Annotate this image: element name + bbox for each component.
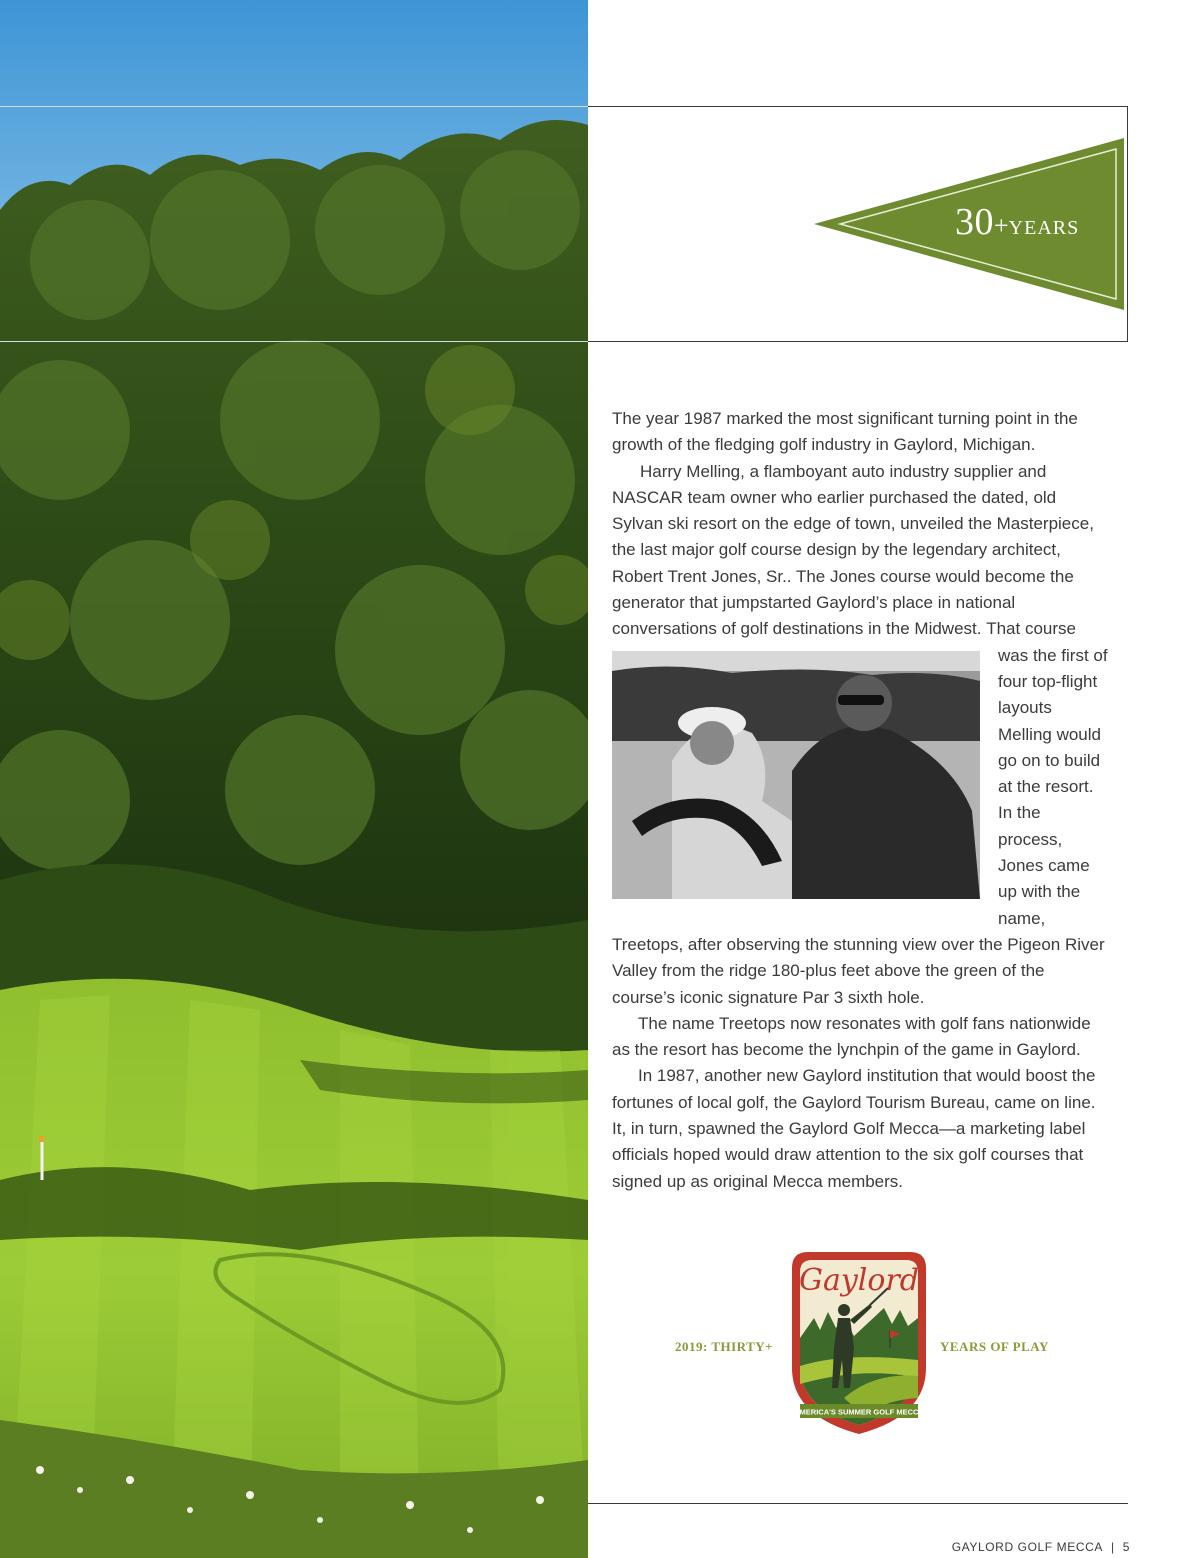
golf-course-photo bbox=[0, 0, 588, 1558]
gaylord-logo bbox=[784, 1248, 934, 1438]
paragraph-3: The name Treetops now resonates with golf fans nationwide as the resort has become the lynchpin of the game in Gaylord. bbox=[612, 1013, 1091, 1060]
pennant-label bbox=[955, 200, 1120, 250]
years-number: 30 bbox=[955, 201, 994, 243]
banner-box-top bbox=[588, 106, 1128, 107]
logo-ribbon-text: AMERICA'S SUMMER GOLF MECCA bbox=[794, 1407, 924, 1417]
footer-rule bbox=[588, 1503, 1128, 1504]
article-body bbox=[612, 406, 1108, 1195]
paragraph-1: The year 1987 marked the most significant turning point in the growth of the fledging golf industry in Gaylord, Michigan. bbox=[612, 409, 1078, 455]
logo-tagline-right: YEARS OF PLAY bbox=[940, 1339, 1049, 1354]
paragraph-2-part-1: Harry Melling, a flamboyant auto industry supplier and NASCAR team owner who earlier purchased the dated, old Sylvan ski resort on the edge of town, unveiled the Masterpiece, the last major golf course design by the legendary architect, Robert Trent Jones, Sr.. The Jones course would become the generator that jumpstarted Gaylord’s place in national conversations of golf destinations in the Midwest. bbox=[612, 461, 1094, 639]
footer-separator: | bbox=[1111, 1540, 1115, 1554]
paragraph-2-part-2: That course was the first of four top-flight layouts Melling would go on to build at the resort. In the process, Jones came up with the name, Treetops, after observing the stunning view over the Pigeon River Valley from the ridge 180-plus feet above the green of the course’s iconic signature Par 3 sixth hole. bbox=[612, 619, 1108, 1007]
paragraph-4: In 1987, another new Gaylord institution that would boost the fortunes of local golf, the Gaylord Tourism Bureau, came on line. It, in turn, spawned the Gaylord Golf Mecca—a marketing label officials hoped would draw attention to the six golf courses that signed up as original Mecca members. bbox=[612, 1066, 1096, 1191]
years-plus: + bbox=[994, 211, 1009, 240]
logo-script-text: Gaylord bbox=[799, 1263, 919, 1298]
logo-tagline-left: 2019: THIRTY+ bbox=[675, 1339, 774, 1354]
paragraph-2 bbox=[612, 459, 1108, 1011]
years-word: YEARS bbox=[1008, 217, 1080, 239]
page-footer bbox=[952, 1540, 1130, 1554]
page-number: 5 bbox=[1122, 1540, 1130, 1554]
footer-title: GAYLORD GOLF MECCA bbox=[951, 1540, 1103, 1554]
banner-box-bottom bbox=[588, 341, 1128, 342]
historic-photo bbox=[612, 651, 980, 899]
